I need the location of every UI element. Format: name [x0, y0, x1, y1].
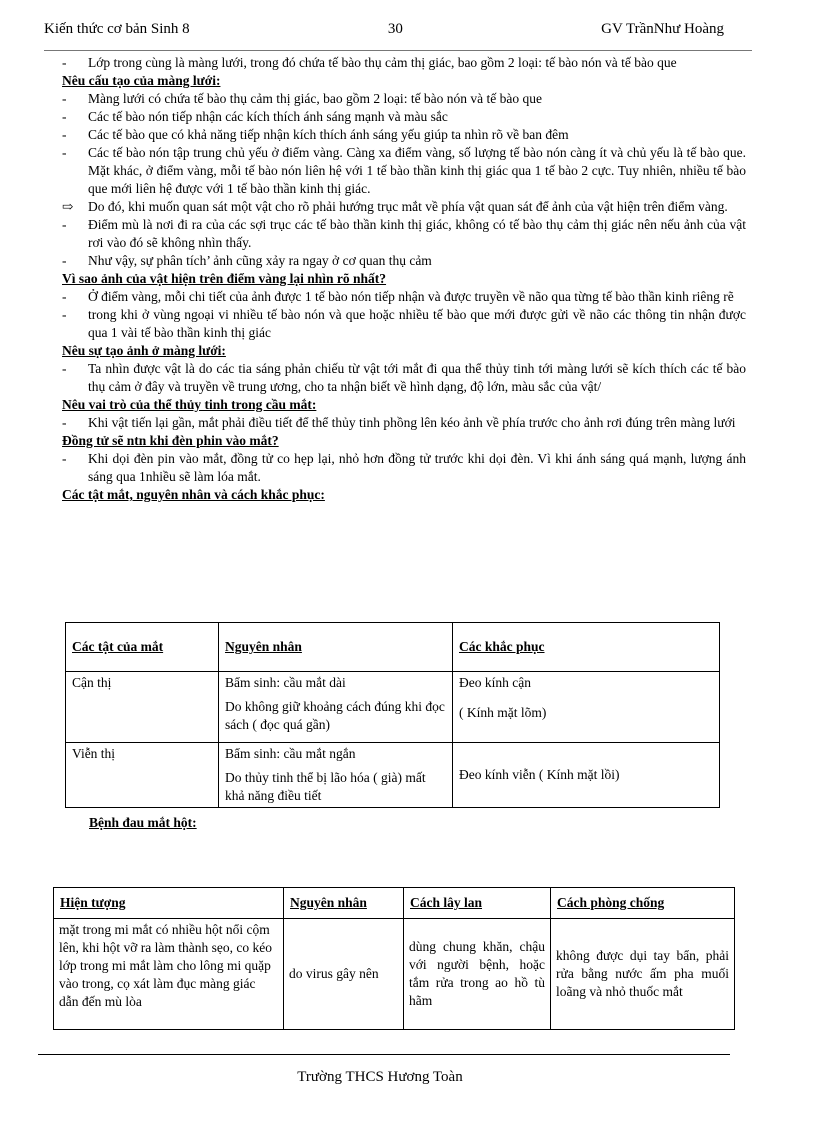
list-item — [62, 108, 746, 126]
bullet-mark: ⇨ — [62, 199, 74, 214]
list-item-text: Như vậy, sự phân tích’ ảnh cũng xảy ra ngay ở cơ quan thụ cảm — [88, 253, 432, 268]
list-item — [62, 288, 746, 306]
bullet-mark: - — [62, 289, 67, 304]
page-header — [44, 20, 724, 38]
prevention-cell: không được dụi tay bẩn, phải rửa bằng nước ấm pha muối loãng và nhỏ thuốc mắt — [551, 919, 735, 1030]
table-row — [66, 743, 720, 808]
footer-rule — [38, 1054, 730, 1055]
bullet-mark: - — [62, 145, 67, 160]
bullet-mark: - — [62, 361, 67, 376]
defect-name: Viễn thị — [66, 743, 219, 808]
list-item — [62, 198, 746, 216]
list-item-text: Các tế bào que có khả năng tiếp nhận kích thích ánh sáng yếu giúp ta nhìn rõ về ban đêm — [88, 127, 569, 142]
cause-text: Do thủy tinh thể bị lão hóa ( già) mất khả năng điều tiết — [225, 770, 426, 803]
list-item-text: Do đó, khi muốn quan sát một vật cho rõ phải hướng trục mắt về phía vật quan sát để ảnh của vật hiện trên điểm vàng. — [88, 199, 728, 214]
table-header-cell: Các tật của mắt — [66, 623, 219, 672]
list-item — [62, 450, 746, 486]
bullet-mark: - — [62, 451, 67, 466]
bullet-mark: - — [62, 253, 67, 268]
fix-text: Đeo kính viễn ( Kính mặt lồi) — [459, 767, 620, 782]
section-heading: Nêu cấu tạo của màng lưới: — [62, 73, 221, 88]
defect-causes — [219, 743, 453, 808]
symptom-cell: mặt trong mi mắt có nhiều hột nổi cộm lên, khi hột vỡ ra làm thành sẹo, co kéo lớp trong mi mắt làm cho lông mi quặp vào trong, cọ xát làm đục màng giác dẫn đến mù lòa — [54, 919, 284, 1030]
eye-defects-table — [65, 622, 720, 808]
list-item — [62, 360, 746, 396]
fix-text: Đeo kính cận — [459, 675, 531, 690]
list-item-text: Ta nhìn được vật là do các tia sáng phản chiếu từ vật tới mắt đi qua thể thủy tinh tới màng lưới sẽ kích thích các tế bào thụ cảm ở đây và truyền về trung ương, cho ta nhận biết về hình dạng, độ lớn, màu sắc của vật/ — [88, 361, 746, 394]
header-author: GV TrầnNhư Hoàng — [601, 21, 724, 37]
page-footer: Trường THCS Hương Toàn — [297, 1069, 463, 1085]
spread-cell: dùng chung khăn, chậu với người bệnh, hoặc tắm rửa trong ao hồ tù hãm — [404, 919, 551, 1030]
table-header-row — [54, 888, 735, 919]
bullet-mark: - — [62, 55, 67, 70]
section-heading: Nêu sự tạo ảnh ở màng lưới: — [62, 343, 226, 358]
bullet-mark: - — [62, 217, 67, 232]
list-item-text: Khi vật tiến lại gần, mắt phải điều tiết để thể thủy tinh phồng lên kéo ảnh về phía trước cho ảnh rơi đúng trên màng lưới — [88, 415, 736, 430]
list-item-text: Các tế bào nón tập trung chủ yếu ở điểm vàng. Càng xa điểm vàng, số lượng tế bào nón càng ít và chủ yếu là tế bào que. Mặt khác, ở điểm vàng, mỗi tế bào nón liên hệ với 1 tế bào thần kinh thị giác qua 1 tế bào 2 cực. Tuy nhiên, nhiều tế bào que mới liên hệ được với 1 tế bào thần kinh thị giác. — [88, 145, 746, 196]
defect-fixes — [453, 743, 720, 808]
cause-text: Do không giữ khoảng cách đúng khi đọc sách ( đọc quá gần) — [225, 699, 445, 732]
list-item — [62, 54, 746, 72]
section-heading: Các tật mắt, nguyên nhân và cách khắc phục: — [62, 487, 325, 502]
table-header-cell: Hiện tượng — [54, 888, 284, 919]
list-item — [62, 216, 746, 252]
section-heading: Đồng tử sẽ ntn khi đèn phin vào mắt? — [62, 433, 279, 448]
cause-text: Bẩm sinh: cầu mắt dài — [225, 675, 346, 690]
bullet-mark: - — [62, 415, 67, 430]
list-item-text: Lớp trong cùng là màng lưới, trong đó chứa tế bào thụ cảm thị giác, bao gồm 2 loại: tế bào nón và tế bào que — [88, 55, 677, 70]
list-item — [62, 144, 746, 198]
list-item-text: Màng lưới có chứa tế bào thụ cảm thị giác, bao gồm 2 loại: tế bào nón và tế bào que — [88, 91, 543, 106]
document-body — [62, 54, 746, 504]
table-header-row — [66, 623, 720, 672]
list-item — [62, 90, 746, 108]
table-header-cell: Cách phòng chống — [551, 888, 735, 919]
page-number: 30 — [387, 21, 403, 37]
table-header-cell: Các khắc phục — [453, 623, 720, 672]
table-row — [54, 919, 735, 1030]
table-header-cell: Cách lây lan — [404, 888, 551, 919]
list-item-text: Khi dọi đèn pin vào mắt, đồng tử co hẹp lại, nhỏ hơn đồng tử trước khi dọi đèn. Vì khi ánh sáng quá mạnh, lượng ánh sáng qua 1nhiều sẽ làm lóa mắt. — [88, 451, 746, 484]
defect-name: Cận thị — [66, 672, 219, 743]
bullet-mark: - — [62, 307, 67, 322]
defect-fixes — [453, 672, 720, 743]
table-row — [66, 672, 720, 743]
bullet-mark: - — [62, 109, 67, 124]
list-item-text: Các tế bào nón tiếp nhận các kích thích ánh sáng mạnh và màu sắc — [88, 109, 448, 124]
list-item — [62, 414, 746, 432]
list-item — [62, 306, 746, 342]
fix-text: ( Kính mặt lõm) — [459, 705, 547, 720]
cause-text: Bẩm sinh: cầu mắt ngắn — [225, 746, 356, 761]
trachoma-heading: Bệnh đau mắt hột: — [89, 815, 197, 830]
bullet-mark: - — [62, 127, 67, 142]
defect-causes — [219, 672, 453, 743]
list-item-text: Điểm mù là nơi đi ra của các sợi trục các tế bào thần kinh thị giác, không có tế bào thụ cảm thị giác nên nếu ảnh của vật rơi vào đó sẽ không nhìn thấy. — [88, 217, 746, 250]
list-item — [62, 126, 746, 144]
list-item-text: Ở điểm vàng, mỗi chi tiết của ảnh được 1 tế bào nón tiếp nhận và được truyền về não qua từng tế bào thần kinh riêng rẽ — [88, 289, 734, 304]
header-rule — [44, 50, 752, 51]
section-heading: Vì sao ảnh của vật hiện trên điểm vàng lại nhìn rõ nhất? — [62, 271, 387, 286]
cause-cell: do virus gây nên — [284, 919, 404, 1030]
list-item-text: trong khi ở vùng ngoại vi nhiều tế bào nón và que hoặc nhiều tế bào que mới được gửi về não các thông tin nhận được qua 1 vài tế bào thần kinh thị giác — [88, 307, 746, 340]
trachoma-table — [53, 887, 735, 1030]
section-heading: Nêu vai trò của thể thủy tinh trong cầu mắt: — [62, 397, 317, 412]
bullet-mark: - — [62, 91, 67, 106]
list-item — [62, 252, 746, 270]
header-subject: Kiến thức cơ bản Sinh 8 — [44, 21, 190, 37]
table-header-cell: Nguyên nhân — [219, 623, 453, 672]
table-header-cell: Nguyên nhân — [284, 888, 404, 919]
